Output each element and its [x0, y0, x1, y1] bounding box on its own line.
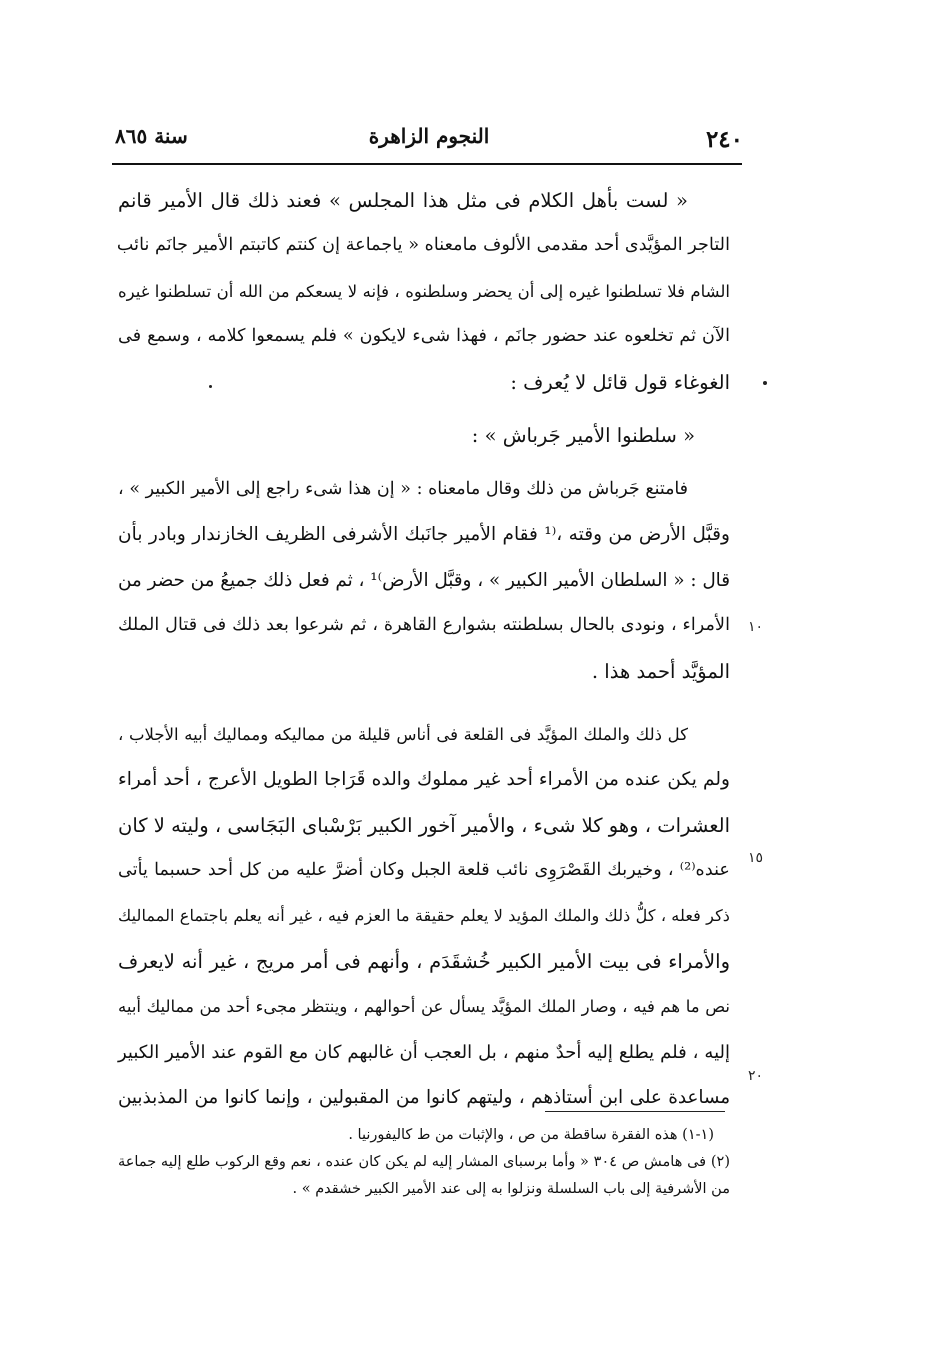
- main-text: [118, 178, 730, 1120]
- text-line: « لست بأهل الكلام فى مثل هذا المجلس » فعند ذلك قال الأمير قانم: [118, 189, 688, 212]
- text-line: الآن ثم تخلعوه عند حضور جانَم ، فهذا شىء لايكون » فلم يسمعوا كلامه ، وسمع فى: [118, 326, 730, 347]
- text-line: ولم يكن عنده من الأمراء أحد غير مملوك والده قَرَاجا الطويل الأعرج ، أحد أمراء: [118, 769, 730, 791]
- footnote-line: (١-١) هذه الفقرة ساقطة من ص ، والإثبات من ط كاليفورنيا .: [348, 1127, 714, 1143]
- footnote-line: من الأشرفية إلى باب السلسلة ونزلوا به إلى عند الأمير الكبير خشقدم » .: [292, 1181, 730, 1197]
- footnotes: [118, 1122, 730, 1203]
- paragraph: [118, 712, 730, 1121]
- text-line: التاجر المؤيَّدى أحد مقدمى الألوف مامعناه « ياجماعة إن كنتم كاتبتم الأمير جانَم نائب: [116, 235, 730, 256]
- text-line: مساعدة على ابن أستاذهم ، وليتهم كانوا من المقبولين ، وإنما كانوا من المذبذبين: [118, 1087, 730, 1109]
- text-line: وقبَّل الأرض من وقته ،⁽¹ فقام الأمير جانَبك الأشرفى الظريف الخازندار وبادر بأن: [118, 524, 730, 546]
- text-line: والأمراء فى بيت الأمير الكبير خُشقَدَم ، وأنهم فى أمر مريج ، غير أنه لايعرف: [118, 949, 730, 973]
- text-line: المؤيَّد أحمد هذا .: [591, 659, 730, 683]
- book-title: النجوم الزاهرة: [368, 124, 490, 148]
- footnote-rule: [545, 1111, 725, 1112]
- paragraph-gap: [118, 694, 730, 712]
- text-line: إليه ، فلم يطلع إليه أحدٌ منهم ، بل العجب أن غالبهم كان مع القوم عند الأمير الكبير: [118, 1041, 730, 1063]
- text-line: نص ما هم فيه ، وصار الملك المؤيَّد يسأل عن أحوالهم ، وينتظر مجىء أحد من مماليك أبيه: [118, 997, 730, 1017]
- running-header: [115, 122, 743, 162]
- text-line: ذكر فعله ، كلُّ ذلك والملك المؤيد لا يعلم حقيقة ما العزم فيه ، غير أنه يعلم باجتماع المماليك: [118, 906, 730, 926]
- margin-dot: [763, 381, 767, 385]
- text-line: عنده⁽²⁾ ، وخيربك القَصْرَوِى نائب قلعة الجبل وكان أضرَّ عليه من كل أحد حسبما يأتى: [118, 860, 730, 881]
- header-year: سنة ٨٦٥: [115, 124, 188, 148]
- page-number: ٢٤٠: [705, 126, 743, 153]
- line-number-20: ٢٠: [748, 1068, 764, 1084]
- footnote-line: (٢) فى هامش ص ٣٠٤ « وأما برسباى المشار إليه لم يكن كان عنده ، نعم وقع الركوب طلع إليه جماعة: [118, 1154, 730, 1170]
- text-line: فامتنع جَرباش من ذلك وقال مامعناه : « إن هذا شىء راجع إلى الأمير الكبير » ،: [118, 478, 688, 499]
- header-rule: [112, 163, 742, 165]
- line-number-10: ١٠: [748, 619, 764, 635]
- text-line: « سلطنوا الأمير جَرباش » :: [471, 423, 695, 447]
- paragraph: [118, 467, 730, 694]
- text-line: العشرات ، وهو كلا شىء ، والأمير آخور الكبير بَرْسْباى البَجَاسى ، وليته لا كان: [118, 813, 730, 837]
- margin-dot: [209, 385, 212, 388]
- line-number-15: ١٥: [748, 850, 764, 866]
- text-line: قال : « السلطان الأمير الكبير » ، وقبَّل الأرض⁾¹ ، ثم فعل ذلك جميعُ من حضر من: [118, 569, 730, 591]
- text-line: الغوغاء قول قائل لا يُعرف :: [510, 370, 730, 394]
- text-line: كل ذلك والملك المؤيَّد فى القلعة فى أناس قليلة من مماليكه ومماليك أبيه الأجلاب ،: [118, 724, 688, 744]
- text-line: الشام فلا تسلطنوا غيره إلى أن يحضر وسلطنوه ، فإنه لا يسعكم من الله أن تسلطنوا غيره: [118, 281, 730, 301]
- paragraph: [118, 178, 730, 405]
- quoted-call: [118, 405, 730, 467]
- text-line: الأمراء ، ونودى بالحال بسلطنته بشوارع القاهرة ، ثم شرعوا بعد ذلك فى قتال الملك: [118, 615, 730, 636]
